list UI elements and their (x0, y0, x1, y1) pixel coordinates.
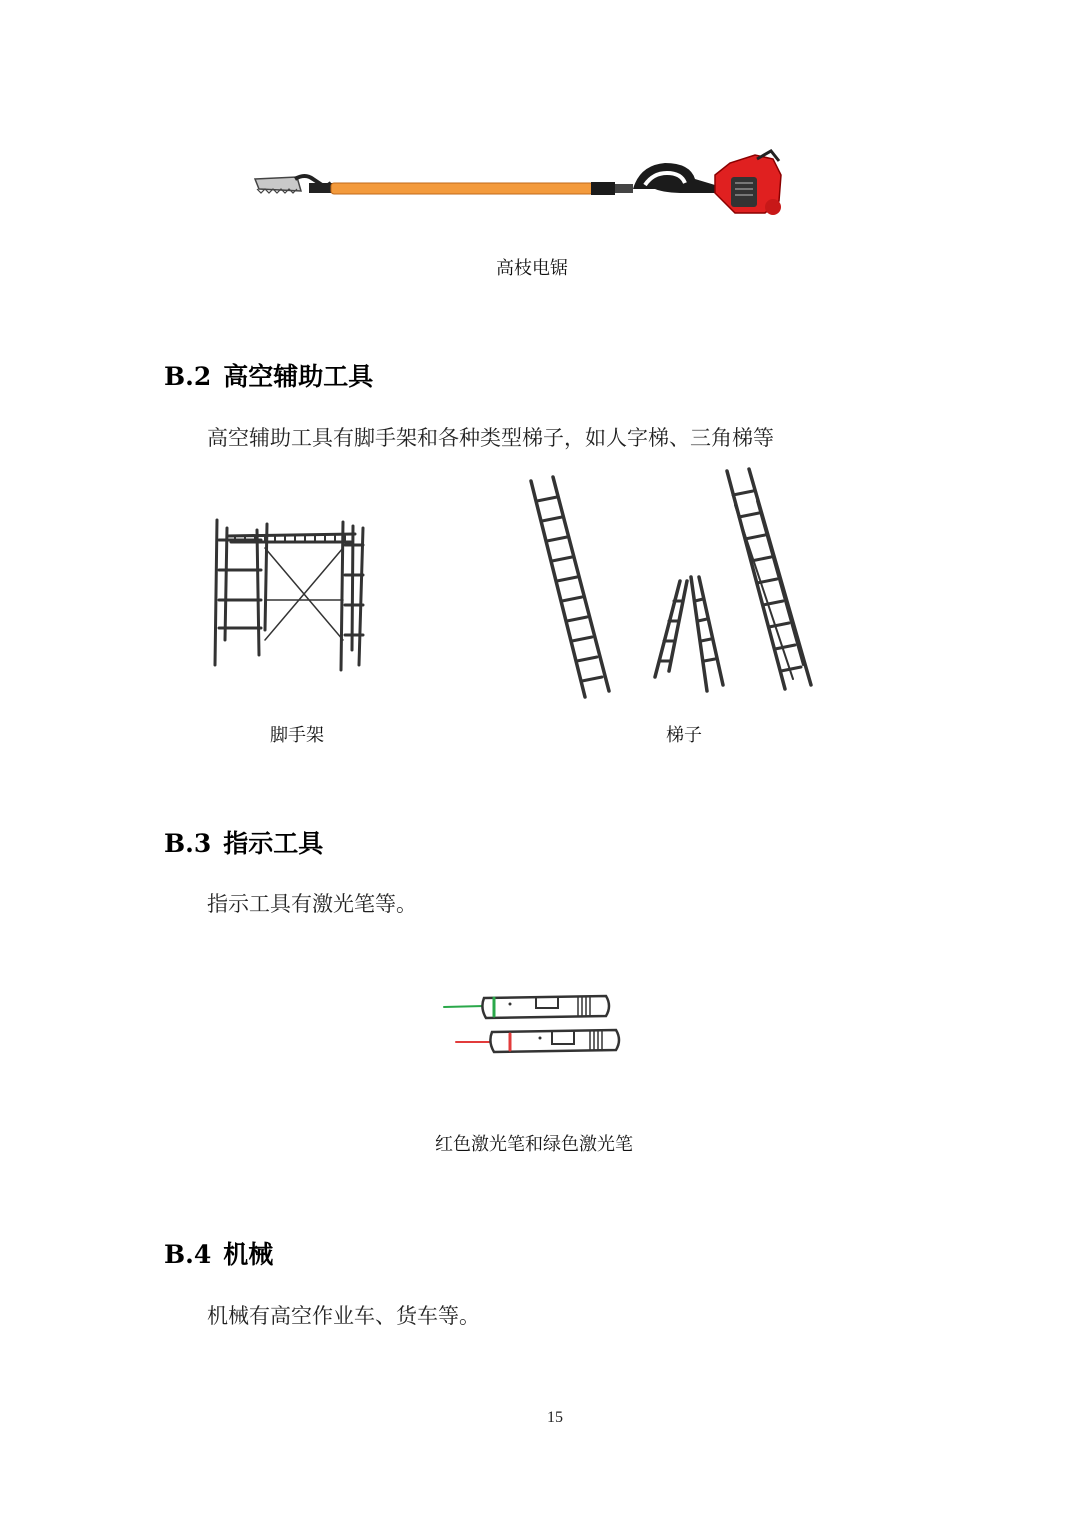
section-heading-b2 (164, 357, 373, 393)
section-title: 高空辅助工具 (223, 362, 374, 391)
section-number: B.3 (164, 829, 212, 858)
section-number: B.2 (164, 362, 212, 391)
pole-saw-figure (245, 145, 790, 225)
pole-saw-caption: 高枝电锯 (496, 258, 568, 279)
section-number: B.4 (164, 1240, 212, 1269)
pole-saw-illustration (245, 145, 790, 225)
section-title: 机械 (223, 1240, 274, 1269)
laser-pointer-caption: 红色激光笔和绿色激光笔 (435, 1134, 633, 1155)
section-paragraph-b2: 高空辅助工具有脚手架和各种类型梯子，如人字梯、三角梯等 (207, 426, 774, 450)
section-heading-b4 (164, 1235, 273, 1271)
page-number: 15 (547, 1409, 563, 1426)
section-heading-b3 (164, 824, 323, 860)
ladder-caption: 梯子 (666, 725, 702, 746)
scaffold-figure (195, 500, 410, 700)
scaffold-caption: 脚手架 (270, 725, 324, 746)
ladder-figure (525, 465, 845, 705)
ladder-sketch (525, 465, 845, 705)
section-title: 指示工具 (223, 829, 324, 858)
section-paragraph-b3: 指示工具有激光笔等。 (207, 892, 417, 916)
laser-pointer-figure (440, 980, 640, 1060)
scaffold-sketch (195, 500, 410, 700)
section-paragraph-b4: 机械有高空作业车、货车等。 (207, 1304, 480, 1328)
laser-pointer-sketch (440, 980, 640, 1060)
